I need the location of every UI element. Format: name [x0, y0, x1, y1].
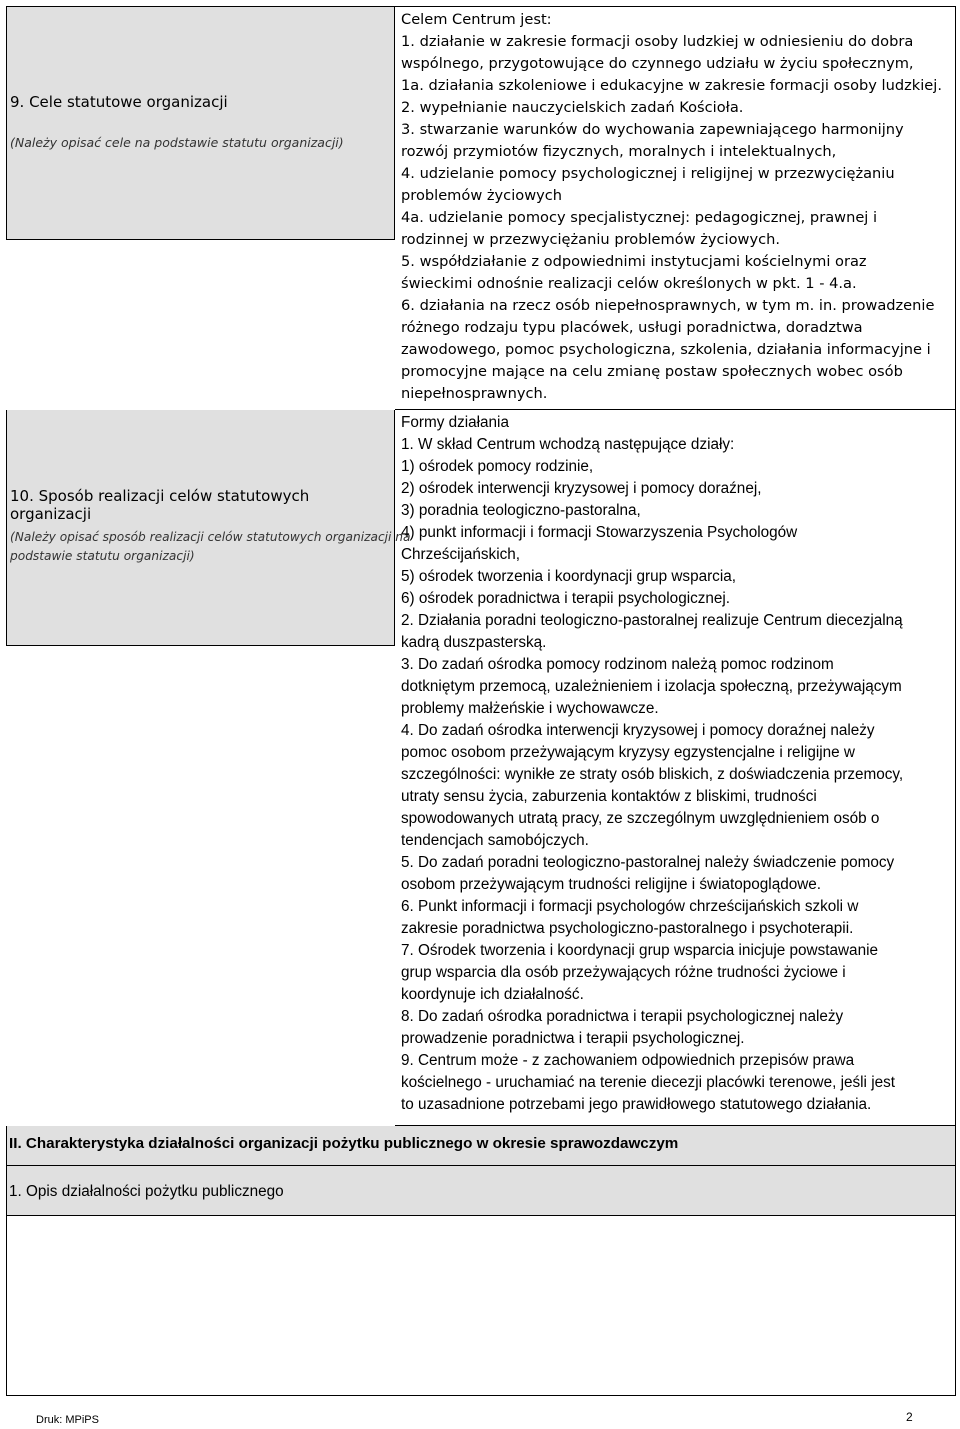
text-line: 5. Do zadań poradni teologiczno-pastoralnej należy świadczenie pomocy — [401, 854, 895, 871]
text-line: wspólnego, przygotowujące do czynnego udziału w życiu społecznym, — [401, 55, 914, 72]
text-line: 3) poradnia teologiczno-pastoralna, — [401, 502, 641, 519]
text-line: 8. Do zadań ośrodka poradnictwa i terapii psychologicznej należy — [401, 1008, 844, 1025]
text-line: 1) ośrodek pomocy rodzinie, — [401, 458, 594, 475]
text-line: świeckimi odnośnie realizacji celów określonych w pkt. 1 - 4.a. — [401, 275, 857, 292]
text-line: problemów życiowych — [401, 187, 563, 204]
text-line: kadrą duszpasterską. — [401, 634, 547, 651]
text-line: różnego rodzaju typu placówek, usługi poradnictwa, doradztwa — [401, 319, 863, 336]
text-line: 1. działanie w zakresie formacji osoby ludzkiej w odniesieniu do dobra — [401, 33, 914, 50]
text-line: 6. Punkt informacji i formacji psychologów chrześcijańskich szkoli w — [401, 898, 859, 915]
text-line: rozwój przymiotów fizycznych, moralnych i intelektualnych, — [401, 143, 837, 160]
section9-note: (Należy opisać cele na podstawie statutu organizacji) — [10, 135, 344, 150]
text-line: Formy działania — [401, 414, 509, 431]
section10-text — [401, 412, 903, 1116]
text-line: kościelnego - uruchamiać na terenie diecezji placówki terenowe, jeśli jest — [401, 1074, 895, 1091]
text-line: pomoc osobom przeżywającym kryzysy egzystencjalne i religijne w — [401, 744, 855, 761]
text-line: zakresie poradnictwa psychologiczno-pastoralnego i psychoterapii. — [401, 920, 854, 937]
text-line: 5. współdziałanie z odpowiednimi instytucjami kościelnymi oraz — [401, 253, 867, 270]
text-line: 6. działania na rzecz osób niepełnosprawnych, w tym m. in. prowadzenie — [401, 297, 935, 314]
text-line: szczególności: wynikłe ze straty osób bliskich, z doświadczenia przemocy, — [401, 766, 904, 783]
text-line: 9. Centrum może - z zachowaniem odpowiednich przepisów prawa — [401, 1052, 855, 1069]
text-line: tendencjach samobójczych. — [401, 832, 589, 849]
section9-title: 9. Cele statutowe organizacji — [10, 93, 228, 111]
text-line: rodzinnej w przezwyciężaniu problemów życiowych. — [401, 231, 780, 248]
section2-header — [6, 1126, 956, 1166]
section9-content-cell — [395, 6, 956, 410]
text-line: 1. W skład Centrum wchodzą następujące działy: — [401, 436, 735, 453]
text-line: 4. udzielanie pomocy psychologicznej i religijnej w przezwyciężaniu — [401, 165, 895, 182]
text-line: 1a. działania szkoleniowe i edukacyjne w zakresie formacji osoby ludzkiej. — [401, 77, 942, 94]
text-line: 4) punkt informacji i formacji Stowarzyszenia Psychologów — [401, 524, 798, 541]
text-line: 7. Ośrodek tworzenia i koordynacji grup wsparcia inicjuje powstawanie — [401, 942, 878, 959]
opis-content-cell — [6, 1216, 956, 1396]
text-line: 3. stwarzanie warunków do wychowania zapewniającego harmonijny — [401, 121, 904, 138]
text-line: koordynuje ich działalność. — [401, 986, 584, 1003]
section10-note-line1: (Należy opisać sposób realizacji celów statutowych organizacji na — [10, 530, 411, 544]
text-line: problemy małżeńskie i wychowawcze. — [401, 700, 659, 717]
section10-title: 10. Sposób realizacji celów statutowych organizacji — [10, 487, 310, 523]
text-line: promocyjne mające na celu zmianę postaw społecznych wobec osób — [401, 363, 903, 380]
text-line: 6) ośrodek poradnictwa i terapii psychologicznej. — [401, 590, 731, 607]
text-line: 2. wypełnianie nauczycielskich zadań Kościoła. — [401, 99, 744, 116]
text-line: prowadzenie poradnictwa i terapii psychologicznej. — [401, 1030, 745, 1047]
section10-label-cell — [6, 410, 411, 646]
text-line: Chrześcijańskich, — [401, 546, 521, 563]
text-line: 4. Do zadań ośrodka interwencji kryzysowej i pomocy doraźnej należy — [401, 722, 875, 739]
text-line: 2. Działania poradni teologiczno-pastoralnej realizuje Centrum diecezjalną — [401, 612, 903, 629]
footer-print-label: Druk: MPiPS — [36, 1414, 99, 1426]
section2-title: II. Charakterystyka działalności organizacji pożytku publicznego w okresie sprawozdawczym — [9, 1135, 679, 1152]
text-line: grup wsparcia dla osób przeżywających różne trudności życiowe i — [401, 964, 846, 981]
text-line: 4a. udzielanie pomocy specjalistycznej: pedagogicznej, prawnej i — [401, 209, 878, 226]
text-line: 3. Do zadań ośrodka pomocy rodzinom należą pomoc rodzinom — [401, 656, 834, 673]
text-line: Celem Centrum jest: — [401, 11, 552, 28]
text-line: zawodowego, pomoc psychologiczna, szkolenia, działania informacyjne i — [401, 341, 931, 358]
text-line: to uzasadnione potrzebami jego prawidłowego statutowego działania. — [401, 1096, 872, 1113]
text-line: 5) ośrodek tworzenia i koordynacji grup wsparcia, — [401, 568, 736, 585]
text-line: niepełnosprawnych. — [401, 385, 548, 402]
section10-note-line2: podstawie statutu organizacji) — [10, 549, 195, 563]
text-line: dotkniętym przemocą, uzależnieniem i izolacja społeczną, przeżywającym — [401, 678, 902, 695]
section9-label-cell — [6, 6, 395, 240]
text-line: 2) ośrodek interwencji kryzysowej i pomocy doraźnej, — [401, 480, 762, 497]
section10-content-cell — [395, 410, 956, 1126]
text-line: utraty sensu życia, zaburzenia kontaktów z bliskimi, trudności — [401, 788, 817, 805]
section9-text — [401, 9, 942, 405]
opis-title: 1. Opis działalności pożytku publicznego — [9, 1183, 284, 1200]
opis-header — [6, 1166, 956, 1216]
text-line: spowodowanych utratą pracy, ze szczególnym uwzględnieniem osób o — [401, 810, 880, 827]
text-line: osobom przeżywającym trudności religijne i światopoglądowe. — [401, 876, 822, 893]
page-number: 2 — [906, 1410, 913, 1424]
